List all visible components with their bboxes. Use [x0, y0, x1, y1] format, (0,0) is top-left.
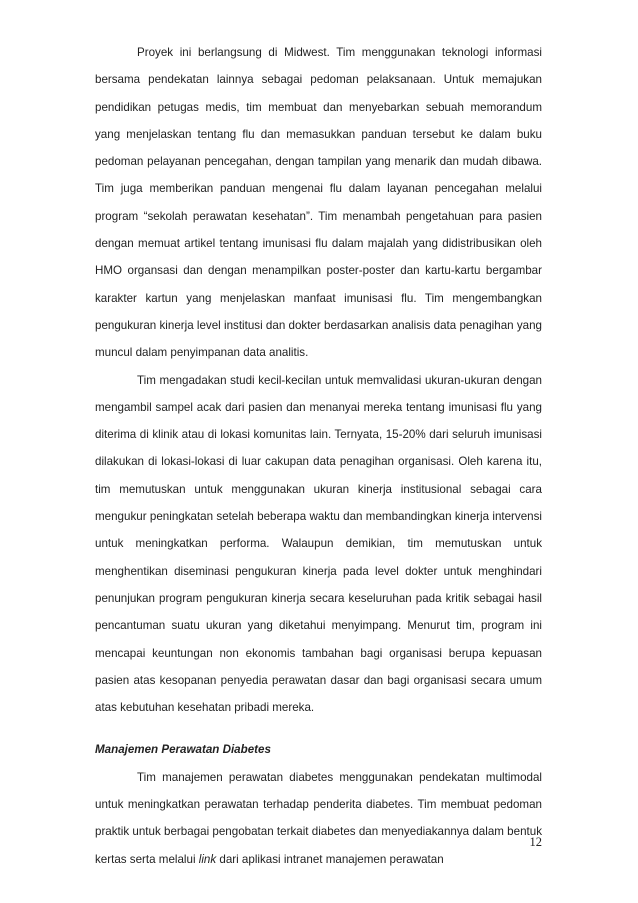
paragraph-flu-project: Proyek ini berlangsung di Midwest. Tim menggunakan teknologi informasi bersama pendekatan lainnya sebagai pedoman pelaksanaan. Untuk memajukan pendidikan petugas medis, tim membuat dan menyebarkan sebuah memorandum yang menjelaskan tentang flu dan memasukkan panduan tersebut ke dalam buku pedoman pelayanan pencegahan, dengan tampilan yang menarik dan mudah dibawa. Tim juga memberikan panduan mengenai flu dalam layanan pencegahan melalui program “sekolah perawatan kesehatan”. Tim menambah pengetahuan para pasien dengan memuat artikel tentang imunisasi flu dalam majalah yang didistribusikan oleh HMO organsasi dan dengan menampilkan poster-poster dan kartu-kartu bergambar karakter kartun yang menjelaskan manfaat imunisasi flu. Tim mengembangkan pengukuran kinerja level institusi dan dokter berdasarkan analisis data penagihan yang muncul dalam penyimpanan data analitis.: [95, 46, 542, 360]
diabetes-text-end: dari aplikasi intranet manajemen perawatan: [216, 852, 444, 866]
paragraph-diabetes-team: [95, 764, 542, 873]
body-text: [95, 39, 542, 873]
paragraph-validation-study: Tim mengadakan studi kecil-kecilan untuk memvalidasi ukuran-ukuran dengan mengambil sampel acak dari pasien dan menanyai mereka tentang imunisasi flu yang diterima di klinik atau di lokasi komunitas lain. Ternyata, 15-20% dari seluruh imunisasi dilakukan di lokasi-lokasi di luar cakupan data penagihan organisasi. Oleh karena itu, tim memutuskan untuk menggunakan ukuran kinerja institusional sebagai cara mengukur peningkatan setelah beberapa waktu dan membandingkan kinerja intervensi untuk meningkatkan performa. Walaupun demikian, tim memutuskan untuk menghentikan diseminasi pengukuran kinerja pada level dokter untuk menghindari penunjukan program pengukuran kinerja secara keseluruhan pada kritik sebagai hasil pencantuman suatu ukuran yang diketahui menyimpang. Menurut tim, program ini mencapai keuntungan non ekonomis tambahan bagi organisasi berupa kepuasan pasien atas kesopanan penyedia perawatan dasar dan bagi organisasi secara umum atas kebutuhan kesehatan pribadi mereka.: [95, 373, 542, 715]
section-heading-diabetes: Manajemen Perawatan Diabetes: [95, 743, 271, 757]
link-word: link: [198, 852, 217, 866]
diabetes-text-start: Tim manajemen perawatan diabetes menggunakan pendekatan multimodal untuk meningkatkan perawatan terhadap penderita diabetes. Tim membuat pedoman praktik untuk berbagai pengobatan terkait diabetes dan menyediakannya dalam bentuk kertas serta melalui: [95, 770, 542, 866]
page-number: 12: [529, 835, 542, 849]
